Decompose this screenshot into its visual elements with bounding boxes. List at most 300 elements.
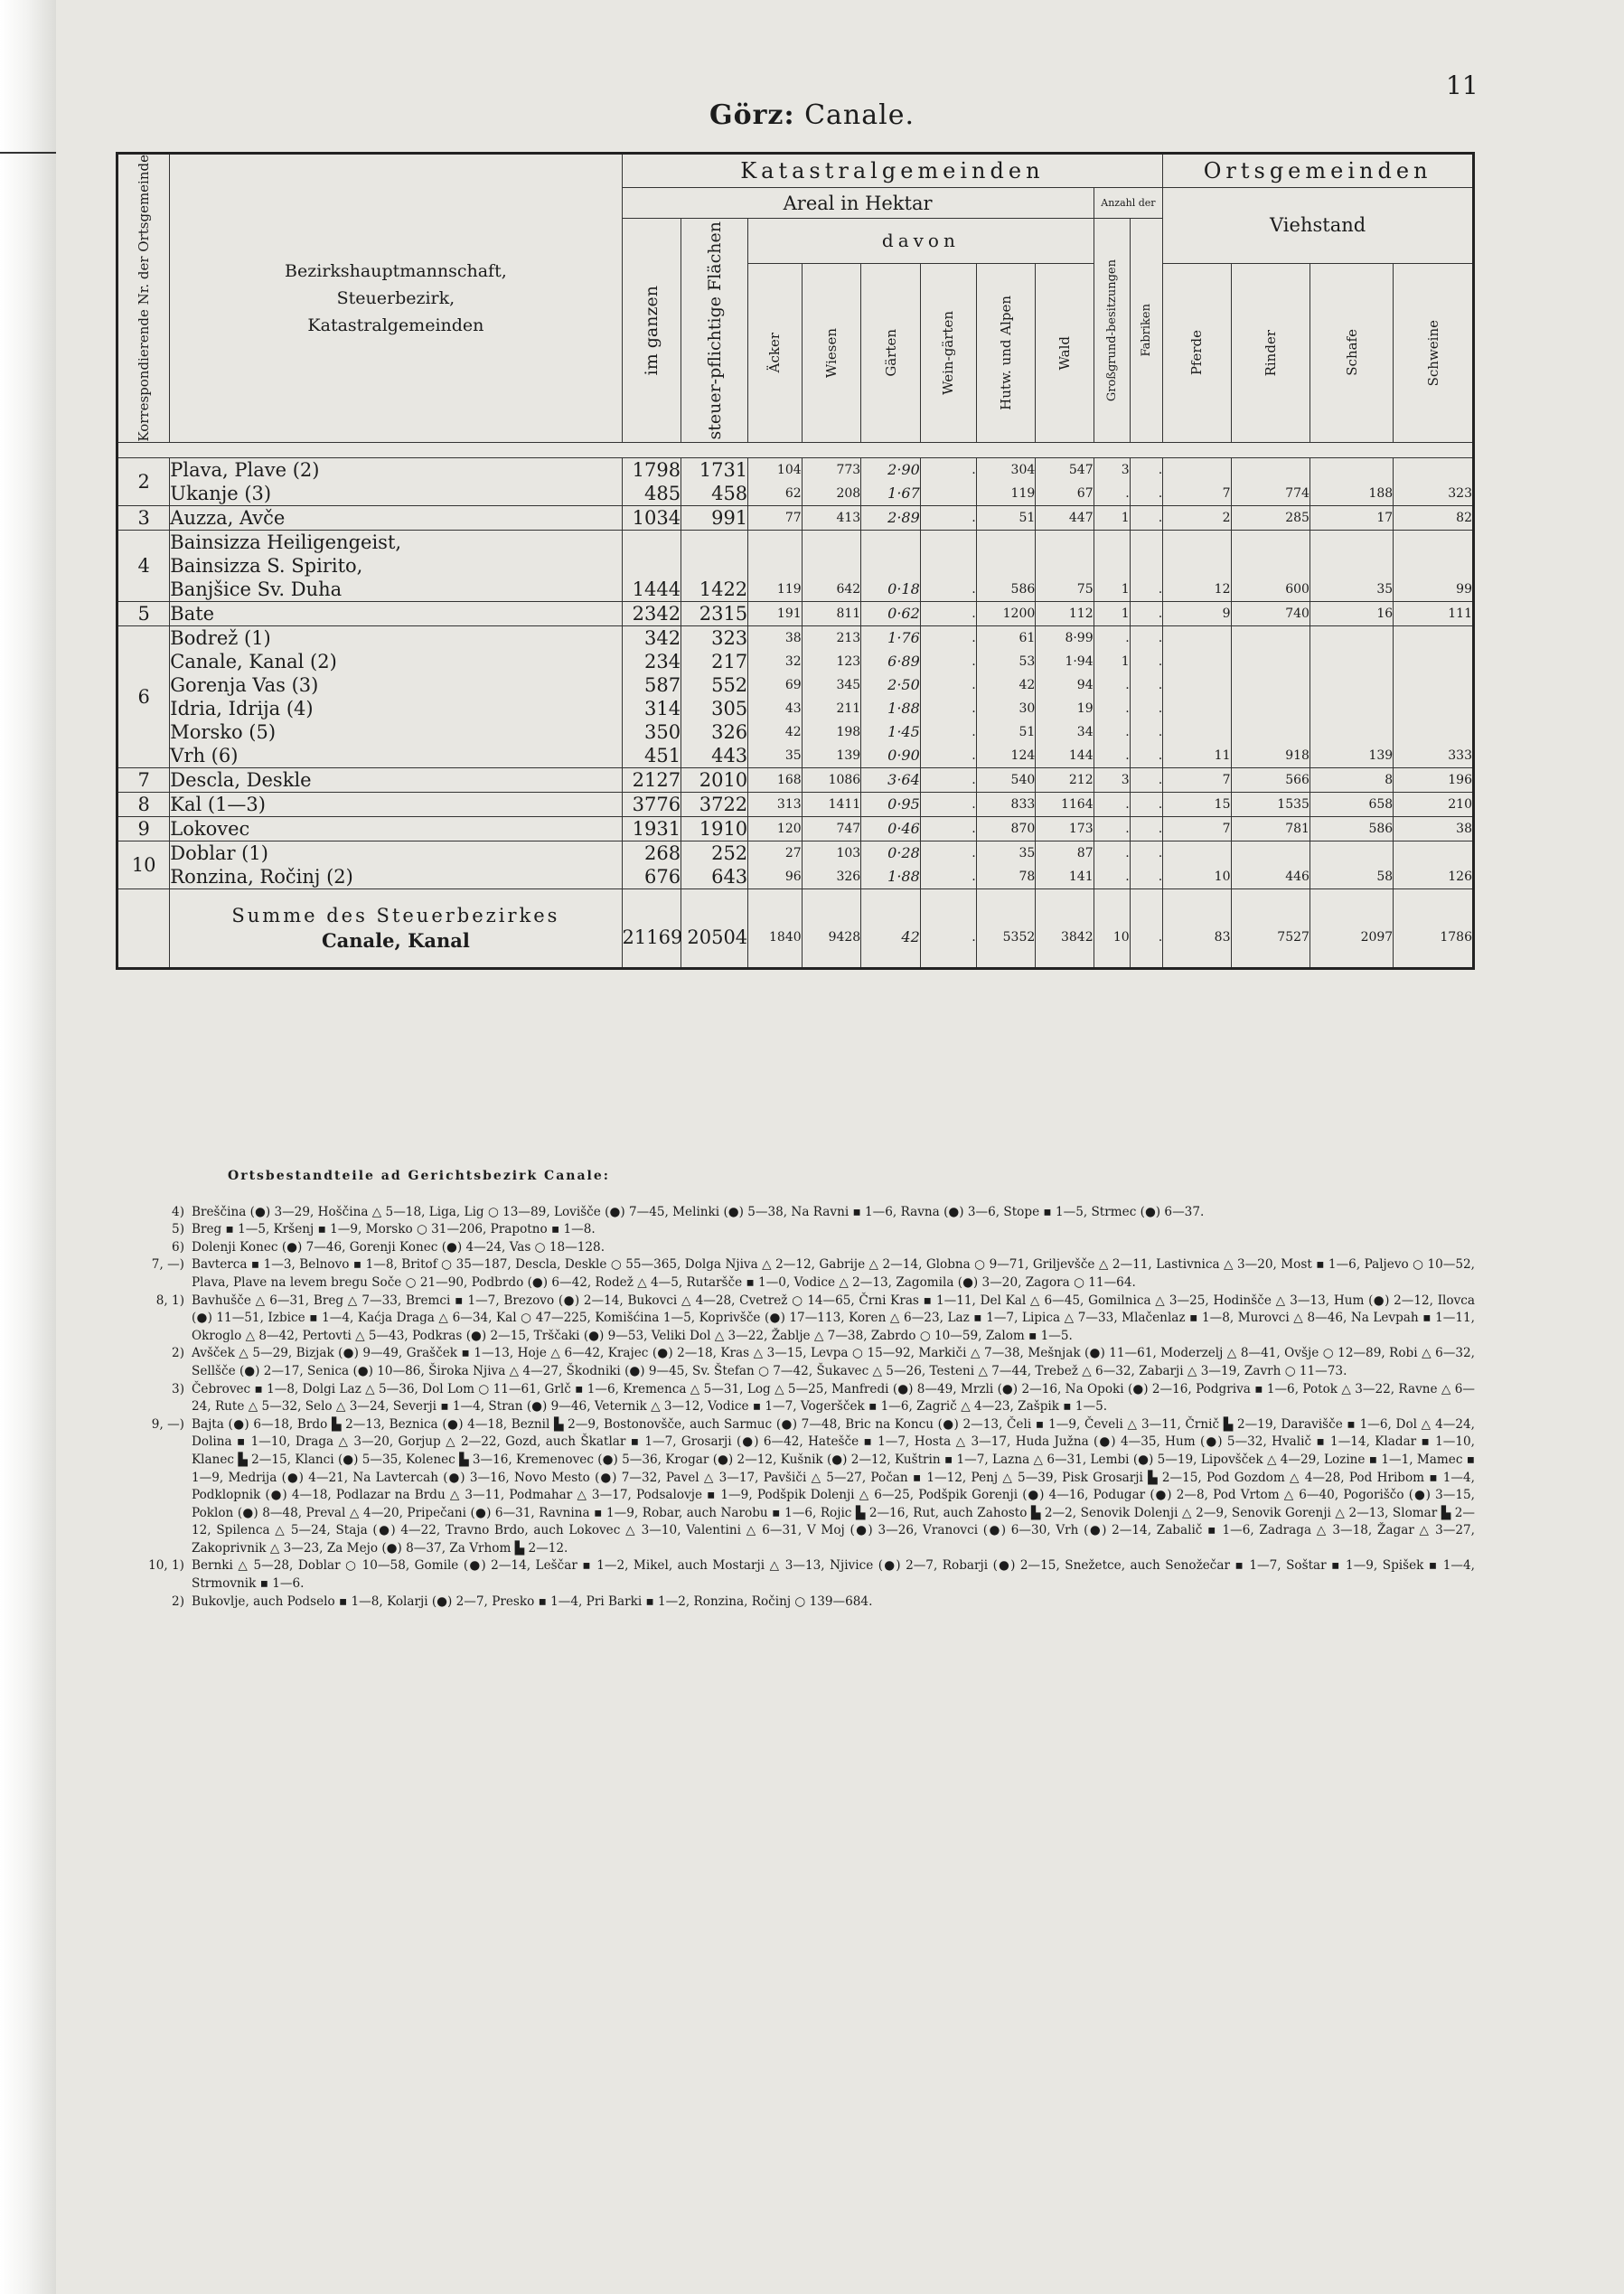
value-hutw: 30 <box>1019 700 1036 716</box>
value-fabr: . <box>1158 581 1163 597</box>
value-ganzen: 342 <box>644 626 681 649</box>
cell-wiesen <box>802 505 861 530</box>
cell-schafe <box>1310 457 1393 505</box>
notes-list <box>137 1204 1475 1612</box>
value-hutw: 42 <box>1019 677 1036 692</box>
cell-pferde <box>1163 601 1231 625</box>
col-wald-label: Wald <box>1056 335 1073 370</box>
row-names <box>170 841 622 888</box>
cell-acker <box>748 816 802 841</box>
notes-heading: Ortsbestandteile ad Gerichtsbezirk Canale: <box>228 1169 610 1183</box>
cell-wiesen <box>802 792 861 816</box>
row-names <box>170 792 622 816</box>
value-wiesen: 1086 <box>828 772 861 787</box>
cell-wein <box>920 601 976 625</box>
sum-wiesen: 9428 <box>802 888 861 968</box>
cell-acker <box>748 530 802 601</box>
note-entry <box>137 1239 1475 1257</box>
cell-pferde <box>1163 841 1231 888</box>
value-wiesen: 211 <box>836 700 861 716</box>
note-key: 10, 1) <box>148 1558 184 1574</box>
cell-schafe <box>1310 816 1393 841</box>
col-garten-label: Gärten <box>882 328 899 377</box>
value-steuer: 2010 <box>699 768 748 791</box>
margin-rule <box>0 152 56 154</box>
value-steuer: 991 <box>711 506 748 529</box>
value-pferde: 7 <box>1222 772 1231 787</box>
note-text: Dolenji Konec (●) 7—46, Gorenji Konec (●) 4—24, Vas ○ 18—128. <box>192 1239 605 1255</box>
cell-wein <box>920 841 976 888</box>
col-schweine-header <box>1394 263 1474 442</box>
cell-fabr <box>1130 841 1163 888</box>
cell-schafe <box>1310 601 1393 625</box>
value-wein: . <box>972 630 976 645</box>
value-acker: 38 <box>784 630 802 645</box>
row-names <box>170 530 622 601</box>
value-acker: 120 <box>776 821 802 836</box>
value-ganzen: 587 <box>644 673 681 696</box>
cell-wald <box>1036 792 1094 816</box>
cell-hutw <box>976 767 1036 792</box>
cell-wein <box>920 767 976 792</box>
value-hutw: 51 <box>1019 510 1036 525</box>
value-fabr: . <box>1158 747 1163 763</box>
row-number: 3 <box>117 505 170 530</box>
value-wein: . <box>972 653 976 669</box>
col-corr-header <box>117 154 170 443</box>
municipality-name: Idria, Idrija (4) <box>170 697 314 719</box>
note-text: Bavterca ▪ 1—3, Belnovo ▪ 1—8, Britof ○ 35—187, Descla, Deskle ○ 55—365, Dolga Njiva △ 2—12, Gabrije △ 2—14, Globna ○ 9—71, Griljevšče △ 2—11, Lastivnica △ 3—20, Most ▪ 1—6, Paljevo ○ 10—52, Plava, Plave na levem bregu Soče ○ 21—90, Podbrdo (●) 6—42, Rodež △ 4—5, Rutaršče ▪ 1—0, Vodice △ 2—13, Zagomila (●) 3—20, Zagora ○ 11—64. <box>192 1257 1475 1290</box>
value-garten: 2·90 <box>887 460 920 478</box>
value-hutw: 833 <box>1010 796 1036 812</box>
value-schafe: 8 <box>1385 772 1394 787</box>
value-steuer: 326 <box>711 720 748 743</box>
cell-wiesen <box>802 816 861 841</box>
value-wald: 19 <box>1076 700 1094 716</box>
value-fabr: . <box>1158 700 1163 716</box>
value-wiesen: 811 <box>836 606 861 621</box>
value-ganzen: 2127 <box>632 768 681 791</box>
value-fabr: . <box>1158 485 1163 501</box>
note-text: Bukovlje, auch Podselo ▪ 1—8, Kolarji (●) 2—7, Presko ▪ 1—4, Pri Barki ▪ 1—2, Ronzina, Ročinj ○ 139—684. <box>192 1594 873 1609</box>
value-garten: 1·76 <box>887 628 920 646</box>
cell-wein <box>920 816 976 841</box>
value-wiesen: 642 <box>836 581 861 597</box>
cell-ganzen <box>622 767 681 792</box>
col-fabriken-header <box>1130 219 1163 443</box>
note-entry <box>137 1256 1475 1292</box>
col-im-ganzen-header <box>622 219 681 443</box>
cell-wald <box>1036 625 1094 767</box>
value-pferde: 10 <box>1214 869 1231 884</box>
cell-gross <box>1094 457 1130 505</box>
value-schweine: 99 <box>1456 581 1472 597</box>
municipality-name: Banjšice Sv. Duha <box>170 578 343 600</box>
value-acker: 35 <box>784 747 802 763</box>
col-hutw-header <box>976 263 1036 442</box>
municipality-name: Auzza, Avče <box>170 506 286 529</box>
value-wiesen: 1411 <box>828 796 861 812</box>
value-wiesen: 208 <box>836 485 861 501</box>
cell-pferde <box>1163 530 1231 601</box>
value-wein: . <box>972 510 976 525</box>
municipality-name: Lokovec <box>170 817 250 840</box>
cell-ganzen <box>622 841 681 888</box>
value-gross: . <box>1125 821 1130 836</box>
value-schafe: 586 <box>1368 821 1394 836</box>
davon-header: davon <box>748 219 1094 264</box>
value-gross: . <box>1125 677 1130 692</box>
cell-gross <box>1094 767 1130 792</box>
cell-rinder <box>1231 457 1310 505</box>
value-fabr: . <box>1158 796 1163 812</box>
cell-schweine <box>1394 816 1474 841</box>
value-wein: . <box>972 700 976 716</box>
cell-acker <box>748 505 802 530</box>
municipality-name: Morsko (5) <box>170 720 277 743</box>
value-rinder: 285 <box>1285 510 1310 525</box>
table-row <box>117 530 1474 601</box>
value-hutw: 1200 <box>1002 606 1036 621</box>
cell-steuer <box>681 792 748 816</box>
value-acker: 69 <box>784 677 802 692</box>
note-key: 2) <box>172 1346 184 1361</box>
note-text: Bajta (●) 6—18, Brdo ▙ 2—13, Beznica (●) 4—18, Beznil ▙ 2—9, Bostonovšče, auch Sarmuc (●) 7—48, Bric na Koncu (●) 2—13, Čeli ▪ 1—9, Čeveli △ 3—11, Črnič ▙ 2—19, Daravišče ▪ 1—6, Dol △ 4—24, Dolina ▪ 1—10, Draga △ 3—20, Gorjup △ 2—22, Gozd, auch Škatlar ▪ 1—7, Grosarji (●) 6—42, Hatešče ▪ 1—7, Hosta △ 3—17, Huda Južna (●) 4—35, Hum (●) 5—32, Hvalič ▪ 1—14, Kladar ▪ 1—10, Klanec ▙ 2—15, Klanci (●) 5—35, Kolenec ▙ 3—16, Kremenovec (●) 5—36, Krogar (●) 2—12, Kušnik (●) 2—12, Kuštrin ▪ 1—7, Lazna △ 6—31, Lembi (●) 5—19, Lipovšček △ 4—29, Lozine ▪ 1—1, Mamec ▪ 1—9, Medrija (●) 4—21, Na Lavtercah (●) 3—16, Novo Mesto (●) 7—32, Pavel △ 3—17, Pavšiči △ 5—27, Počan ▪ 1—12, Penj △ 5—39, Pisk Grosarji ▙ 2—15, Pod Gozdom △ 4—28, Pod Hribom ▪ 1—4, Podklopnik (●) 4—18, Podlazar na Brdu △ 3—11, Podmahar △ 3—17, Podsalovje ▪ 1—9, Podšpik Dolenji △ 6—25, Podšpik Gorenji (●) 4—16, Podugar (●) 2—8, Pod Vrtom △ 6—40, Pogoriščo (●) 3—15, Poklon (●) 8—48, Preval △ 4—20, Pripečani (●) 6—31, Ravnina ▪ 1—9, Robar, auch Narobu ▪ 1—6, Rojic ▙ 2—16, Rut, auch Zahosto ▙ 2—2, Senovik Dolenji △ 2—9, Senovik Gorenji △ 2—13, Slomar ▙ 2—12, Spilenca △ 5—24, Staja (●) 4—22, Travno Brdo, auch Lokovec △ 3—10, Valentini △ 6—31, V Moj (●) 3—26, Vranovci (●) 6—30, Vrh (●) 2—14, Zabalič ▪ 1—6, Zadraga △ 3—18, Žagar △ 3—27, Zakoprivnik △ 3—23, Za Mejo (●) 8—37, Za Vrhom ▙ 2—12. <box>192 1416 1475 1556</box>
value-acker: 168 <box>776 772 802 787</box>
value-fabr: . <box>1158 845 1163 860</box>
row-names <box>170 625 622 767</box>
value-gross: . <box>1125 845 1130 860</box>
page-binding-edge <box>0 0 56 2294</box>
row-names <box>170 601 622 625</box>
sum-hutw: 5352 <box>976 888 1036 968</box>
value-ganzen: 234 <box>644 650 681 672</box>
value-garten: 1·45 <box>887 722 920 740</box>
cell-wald <box>1036 841 1094 888</box>
col-wein-label: Wein-gärten <box>940 310 957 395</box>
value-fabr: . <box>1158 677 1163 692</box>
cell-rinder <box>1231 505 1310 530</box>
municipality-name: Vrh (6) <box>170 744 239 766</box>
note-text: Avšček △ 5—29, Bizjak (●) 9—49, Grašček ▪ 1—13, Hoje △ 6—42, Krajec (●) 2—18, Kras △ 3—15, Levpa ○ 15—92, Markiči △ 7—38, Mešnjak (●) 11—61, Moderzelj △ 8—41, Ovšje ○ 12—89, Robi △ 6—32, Sellšče (●) 2—17, Senica (●) 10—86, Široka Njiva △ 4—27, Škodniki (●) 9—45, Sv. Štefan ○ 7—42, Šukavec △ 5—26, Testeni △ 7—44, Trebež △ 6—32, Zabarji △ 3—19, Zavrh ○ 11—73. <box>192 1346 1475 1378</box>
value-gross: . <box>1125 485 1130 501</box>
cell-fabr <box>1130 792 1163 816</box>
value-schweine: 196 <box>1448 772 1472 787</box>
col-wald-header <box>1036 263 1094 442</box>
note-key: 2) <box>172 1594 184 1609</box>
value-ganzen: 2342 <box>632 602 681 625</box>
cell-garten <box>861 457 921 505</box>
cell-fabr <box>1130 816 1163 841</box>
col-rinder-header <box>1231 263 1310 442</box>
value-gross: 1 <box>1121 510 1130 525</box>
value-gross: 3 <box>1121 462 1130 477</box>
sum-garten: 42 <box>861 888 921 968</box>
cell-wiesen <box>802 601 861 625</box>
cell-acker <box>748 767 802 792</box>
value-wein: . <box>972 869 976 884</box>
note-key: 7, —) <box>151 1257 184 1273</box>
value-rinder: 566 <box>1285 772 1310 787</box>
value-steuer: 305 <box>711 697 748 719</box>
page-number: 11 <box>1446 71 1478 100</box>
value-garten: 0·18 <box>887 579 920 597</box>
value-ganzen: 268 <box>644 841 681 864</box>
cell-garten <box>861 601 921 625</box>
row-number: 9 <box>117 816 170 841</box>
cell-hutw <box>976 792 1036 816</box>
value-gross: 3 <box>1121 772 1130 787</box>
value-hutw: 870 <box>1010 821 1036 836</box>
cell-wald <box>1036 767 1094 792</box>
value-schweine: 38 <box>1456 821 1472 836</box>
col-garten-header <box>861 263 921 442</box>
cell-pferde <box>1163 457 1231 505</box>
row-number: 2 <box>117 457 170 505</box>
value-wein: . <box>972 845 976 860</box>
sum-ganzen: 21169 <box>622 888 681 968</box>
value-fabr: . <box>1158 606 1163 621</box>
value-ganzen: 1798 <box>632 458 681 481</box>
note-key: 4) <box>172 1204 184 1219</box>
value-pferde: 9 <box>1222 606 1231 621</box>
value-schweine: 82 <box>1456 510 1472 525</box>
row-number: 10 <box>117 841 170 888</box>
spacer-row <box>117 442 1474 457</box>
sum-steuer: 20504 <box>681 888 748 968</box>
cell-schweine <box>1394 625 1474 767</box>
value-wald: 547 <box>1068 462 1094 477</box>
municipality-name: Bainsizza S. Spirito, <box>170 554 363 577</box>
value-hutw: 540 <box>1010 772 1036 787</box>
note-key: 8, 1) <box>155 1293 184 1308</box>
value-acker: 27 <box>784 845 802 860</box>
municipality-name: Bodrež (1) <box>170 626 271 649</box>
value-steuer: 217 <box>711 650 748 672</box>
cell-fabr <box>1130 625 1163 767</box>
value-schafe: 58 <box>1376 869 1394 884</box>
cell-schafe <box>1310 841 1393 888</box>
value-garten: 6·89 <box>887 652 920 670</box>
cell-hutw <box>976 530 1036 601</box>
row-number: 4 <box>117 530 170 601</box>
col-schweine-label: Schweine <box>1424 319 1441 386</box>
value-wein: . <box>972 747 976 763</box>
cell-acker <box>748 792 802 816</box>
col-corr-label: Korrespondierende Nr. der Ortsgemeinde <box>136 155 153 442</box>
cell-fabr <box>1130 530 1163 601</box>
sum-label-line1: Summe des Steuerbezirkes <box>231 904 560 926</box>
anzahl-header: Anzahl der <box>1094 188 1163 219</box>
value-steuer: 323 <box>711 626 748 649</box>
value-ganzen: 350 <box>644 720 681 743</box>
municipality-name: Bate <box>170 602 215 625</box>
table-row <box>117 767 1474 792</box>
value-pferde: 7 <box>1222 821 1231 836</box>
value-wein: . <box>972 796 976 812</box>
value-steuer: 443 <box>711 744 748 766</box>
value-wald: 75 <box>1076 581 1094 597</box>
cell-wald <box>1036 505 1094 530</box>
col-steuer-label: steuer-pflichtige Flächen <box>704 221 725 440</box>
value-wiesen: 413 <box>836 510 861 525</box>
value-wein: . <box>972 462 976 477</box>
cell-fabr <box>1130 457 1163 505</box>
cell-rinder <box>1231 816 1310 841</box>
cell-garten <box>861 767 921 792</box>
value-gross: . <box>1125 747 1130 763</box>
note-entry <box>137 1557 1475 1593</box>
cell-acker <box>748 625 802 767</box>
cell-wein <box>920 792 976 816</box>
value-garten: 0·95 <box>887 794 920 813</box>
cell-hutw <box>976 816 1036 841</box>
cell-steuer <box>681 530 748 601</box>
cell-schafe <box>1310 792 1393 816</box>
value-garten: 1·67 <box>887 484 920 502</box>
value-fabr: . <box>1158 510 1163 525</box>
value-schafe: 35 <box>1376 581 1394 597</box>
row-names <box>170 457 622 505</box>
row-number: 5 <box>117 601 170 625</box>
sum-pferde: 83 <box>1163 888 1231 968</box>
sum-acker: 1840 <box>748 888 802 968</box>
value-wald: 94 <box>1076 677 1094 692</box>
value-schafe: 16 <box>1376 606 1394 621</box>
sum-row <box>117 888 1474 968</box>
cell-pferde <box>1163 767 1231 792</box>
col-name-line: Bezirkshauptmannschaft, <box>285 260 507 281</box>
value-wald: 144 <box>1068 747 1094 763</box>
cell-wiesen <box>802 530 861 601</box>
value-steuer: 1422 <box>699 578 748 600</box>
cell-garten <box>861 841 921 888</box>
value-garten: 3·64 <box>887 770 920 788</box>
sum-label <box>170 888 622 968</box>
cell-ganzen <box>622 816 681 841</box>
municipality-name: Ukanje (3) <box>170 482 272 504</box>
sum-fabr: . <box>1130 888 1163 968</box>
value-fabr: . <box>1158 630 1163 645</box>
value-ganzen: 1034 <box>632 506 681 529</box>
cell-wald <box>1036 530 1094 601</box>
cell-acker <box>748 457 802 505</box>
cell-fabr <box>1130 505 1163 530</box>
value-garten: 2·50 <box>887 675 920 693</box>
value-steuer: 552 <box>711 673 748 696</box>
cell-pferde <box>1163 505 1231 530</box>
cell-garten <box>861 625 921 767</box>
value-acker: 191 <box>776 606 802 621</box>
value-gross: . <box>1125 700 1130 716</box>
cell-wiesen <box>802 841 861 888</box>
cell-garten <box>861 792 921 816</box>
cell-hutw <box>976 625 1036 767</box>
note-key: 9, —) <box>151 1416 184 1432</box>
col-gross-header <box>1094 219 1130 443</box>
cell-hutw <box>976 841 1036 888</box>
row-number: 6 <box>117 625 170 767</box>
value-wald: 8·99 <box>1065 630 1094 645</box>
value-acker: 32 <box>784 653 802 669</box>
page-title <box>0 99 1624 131</box>
table-row <box>117 625 1474 767</box>
municipality-name: Plava, Plave (2) <box>170 458 320 481</box>
value-fabr: . <box>1158 821 1163 836</box>
note-entry <box>137 1345 1475 1380</box>
cell-schweine <box>1394 530 1474 601</box>
cell-wald <box>1036 816 1094 841</box>
value-garten: 0·46 <box>887 819 920 837</box>
value-schweine: 111 <box>1448 606 1472 621</box>
cell-schafe <box>1310 505 1393 530</box>
value-wald: 112 <box>1068 606 1094 621</box>
cell-garten <box>861 530 921 601</box>
cell-schweine <box>1394 505 1474 530</box>
col-wiesen-label: Wiesen <box>822 327 840 378</box>
cell-ganzen <box>622 625 681 767</box>
cell-rinder <box>1231 767 1310 792</box>
cell-steuer <box>681 505 748 530</box>
value-schafe: 188 <box>1368 485 1394 501</box>
value-ganzen: 1444 <box>632 578 681 600</box>
cell-fabr <box>1130 601 1163 625</box>
value-steuer: 1910 <box>699 817 748 840</box>
table-row <box>117 792 1474 816</box>
cell-wein <box>920 505 976 530</box>
cell-steuer <box>681 841 748 888</box>
cell-pferde <box>1163 792 1231 816</box>
value-hutw: 78 <box>1019 869 1036 884</box>
value-wald: 1164 <box>1060 796 1094 812</box>
row-number: 8 <box>117 792 170 816</box>
cell-ganzen <box>622 530 681 601</box>
value-wald: 1·94 <box>1065 653 1094 669</box>
value-gross: . <box>1125 796 1130 812</box>
cell-wein <box>920 530 976 601</box>
cell-garten <box>861 816 921 841</box>
value-steuer: 252 <box>711 841 748 864</box>
cell-acker <box>748 601 802 625</box>
cell-schweine <box>1394 841 1474 888</box>
value-garten: 0·90 <box>887 746 920 764</box>
cell-gross <box>1094 792 1130 816</box>
col-rinder-label: Rinder <box>1262 329 1279 376</box>
municipality-name: Kal (1—3) <box>170 793 266 815</box>
cell-wald <box>1036 457 1094 505</box>
note-entry <box>137 1381 1475 1416</box>
cell-schafe <box>1310 625 1393 767</box>
value-fabr: . <box>1158 724 1163 739</box>
value-pferde: 11 <box>1214 747 1231 763</box>
value-fabr: . <box>1158 772 1163 787</box>
value-hutw: 586 <box>1010 581 1036 597</box>
value-gross: . <box>1125 630 1130 645</box>
cell-gross <box>1094 530 1130 601</box>
col-acker-label: Äcker <box>766 333 784 373</box>
cell-ganzen <box>622 505 681 530</box>
col-im-ganzen-label: im ganzen <box>641 285 662 375</box>
cell-wein <box>920 625 976 767</box>
cell-ganzen <box>622 792 681 816</box>
table-row <box>117 457 1474 505</box>
cell-wald <box>1036 601 1094 625</box>
col-pferde-header <box>1163 263 1231 442</box>
value-pferde: 12 <box>1214 581 1231 597</box>
value-gross: 1 <box>1121 581 1130 597</box>
value-wein: . <box>972 772 976 787</box>
title-district: Canale. <box>794 99 915 131</box>
